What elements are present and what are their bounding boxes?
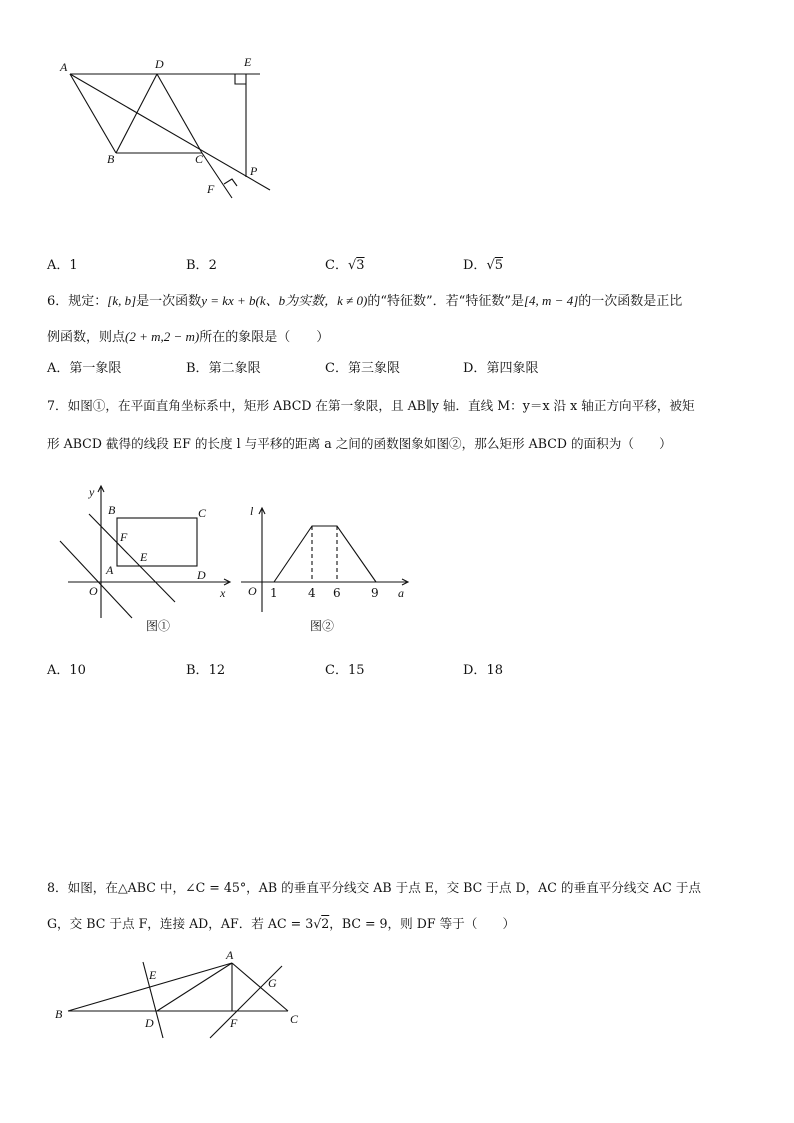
- q5-option-d[interactable]: D．√5: [463, 258, 504, 273]
- q7-option-d[interactable]: D．18: [463, 663, 503, 678]
- figure-2-caption: 图②: [310, 619, 335, 633]
- label-c: C: [195, 152, 204, 166]
- tick-6: 6: [333, 586, 341, 600]
- label-l: l: [250, 504, 254, 518]
- label-a: A: [226, 948, 234, 962]
- sqrt-sign: √: [347, 258, 357, 273]
- label-e: E: [244, 55, 252, 69]
- q7-option-c[interactable]: C．15: [325, 663, 365, 678]
- label-d: D: [155, 57, 164, 71]
- label-f: F: [230, 1016, 238, 1030]
- q5-option-b[interactable]: B．2: [186, 258, 217, 273]
- q6-line1: 6．规定：[k, b]是一次函数y = kx + b(k、b为实数，k ≠ 0)的“特征数”．若“特征数”是[4, m − 4]的一次函数是正比: [47, 293, 683, 309]
- q7-option-a[interactable]: A．10: [47, 663, 86, 678]
- label-f: F: [207, 182, 215, 196]
- q8-line2: G，交 BC 于点 F，连接 AD，AF．若 AC = 3√2，BC = 9，则 DF 等于（ ）: [47, 916, 516, 931]
- label-e: E: [149, 968, 157, 982]
- label-c: C: [198, 506, 207, 520]
- label-b: B: [107, 152, 115, 166]
- label-d: D: [145, 1016, 154, 1030]
- q7-line2: 形 ABCD 截得的线段 EF 的长度 l 与平移的距离 a 之间的函数图象如图②，那么矩形 ABCD 的面积为（ ）: [47, 436, 672, 451]
- label-c: C: [290, 1012, 299, 1026]
- label-b: B: [55, 1007, 63, 1021]
- label-y: y: [89, 485, 95, 499]
- q7-option-b[interactable]: B．12: [186, 663, 226, 678]
- label-o: O: [89, 584, 98, 598]
- label-a-axis: a: [398, 586, 404, 600]
- sqrt-sign: √: [486, 258, 495, 273]
- q6-option-c[interactable]: C．第三象限: [325, 361, 400, 376]
- q5-option-c[interactable]: C．√3: [325, 258, 365, 273]
- q5-option-a[interactable]: A．1: [47, 258, 78, 273]
- label-a: A: [60, 60, 68, 74]
- side-ac: [232, 963, 288, 1011]
- q7-line1: 7．如图①，在平面直角坐标系中，矩形 ABCD 在第一象限，且 AB∥y 轴．直线 M：y＝x 沿 x 轴正方向平移，被矩: [47, 398, 695, 413]
- label-p: P: [250, 164, 258, 178]
- q6-option-a[interactable]: A．第一象限: [47, 361, 122, 376]
- figure-1-caption: 图①: [146, 619, 171, 633]
- sqrt-sign: √: [313, 916, 322, 931]
- label-x: x: [220, 586, 226, 600]
- label-b: B: [108, 503, 116, 517]
- label-o: O: [248, 584, 257, 598]
- label-f: F: [120, 530, 128, 544]
- tick-1: 1: [270, 586, 278, 600]
- q6-option-d[interactable]: D．第四象限: [463, 361, 539, 376]
- label-g: G: [268, 976, 277, 990]
- label-a: A: [106, 563, 114, 577]
- q8-line1: 8．如图，在△ABC 中，∠C = 45°，AB 的垂直平分线交 AB 于点 E，交 BC 于点 D，AC 的垂直平分线交 AC 于点: [47, 880, 702, 895]
- q6-line2: 例函数，则点(2 + m,2 − m)所在的象限是（ ）: [47, 329, 330, 345]
- label-e: E: [140, 550, 148, 564]
- q6-option-b[interactable]: B．第二象限: [186, 361, 261, 376]
- segment-ad: [157, 963, 232, 1011]
- tick-4: 4: [308, 586, 316, 600]
- label-d: D: [197, 568, 206, 582]
- tick-9: 9: [371, 586, 379, 600]
